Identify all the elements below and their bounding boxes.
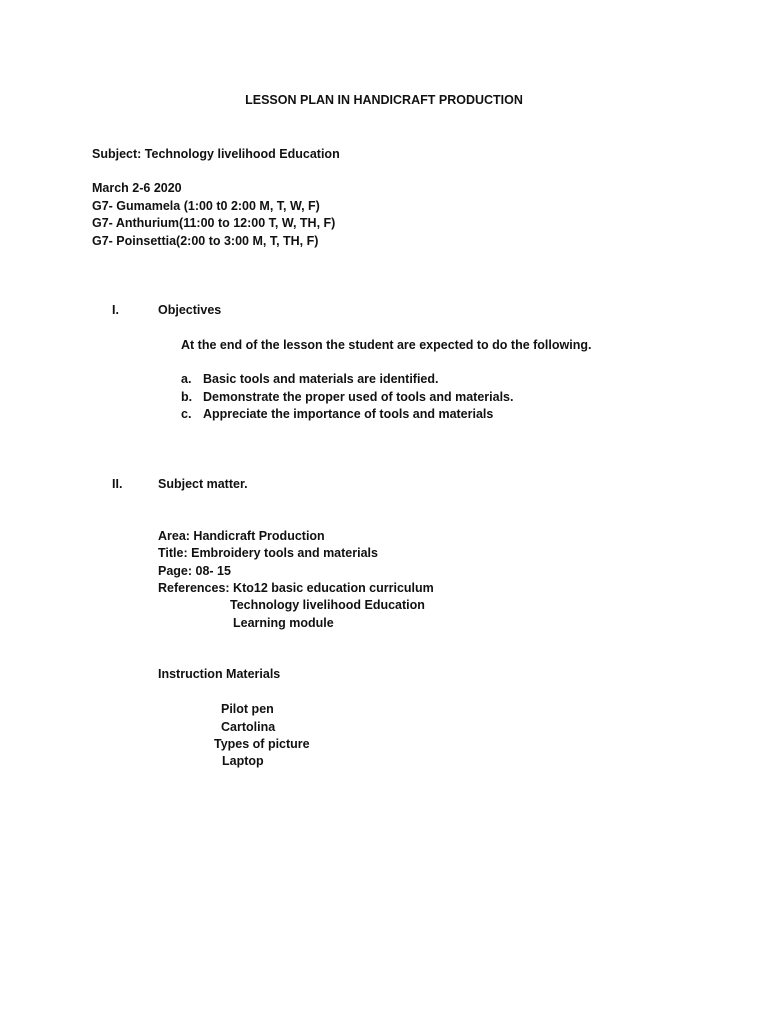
list-marker: a. [181, 372, 192, 386]
objective-item: Demonstrate the proper used of tools and materials. [203, 390, 514, 404]
objectives-intro: At the end of the lesson the student are expected to do the following. [181, 338, 592, 352]
material-item: Pilot pen [221, 702, 274, 716]
material-item: Cartolina [221, 720, 276, 734]
references-continuation: Technology livelihood Education [230, 598, 425, 612]
references-continuation: Learning module [233, 616, 334, 630]
schedule-line: G7- Gumamela (1:00 t0 2:00 M, T, W, F) [92, 199, 320, 213]
area-line: Area: Handicraft Production [158, 529, 325, 543]
instruction-materials-heading: Instruction Materials [158, 667, 281, 681]
section-heading-objectives: Objectives [158, 303, 222, 317]
section-heading-subject-matter: Subject matter. [158, 477, 248, 491]
subject-line: Subject: Technology livelihood Education [92, 147, 340, 161]
document-title: LESSON PLAN IN HANDICRAFT PRODUCTION [245, 93, 523, 107]
section-numeral: II. [112, 477, 123, 491]
references-line: References: Kto12 basic education curriculum [158, 581, 434, 595]
date-line: March 2-6 2020 [92, 181, 182, 195]
title-line: Title: Embroidery tools and materials [158, 546, 378, 560]
material-item: Types of picture [214, 737, 310, 751]
objective-item: Appreciate the importance of tools and materials [203, 407, 494, 421]
list-marker: c. [181, 407, 192, 421]
objective-item: Basic tools and materials are identified. [203, 372, 439, 386]
schedule-line: G7- Anthurium(11:00 to 12:00 T, W, TH, F) [92, 216, 336, 230]
schedule-line: G7- Poinsettia(2:00 to 3:00 M, T, TH, F) [92, 234, 319, 248]
material-item: Laptop [222, 754, 264, 768]
section-numeral: I. [112, 303, 119, 317]
list-marker: b. [181, 390, 193, 404]
page-line: Page: 08- 15 [158, 564, 231, 578]
